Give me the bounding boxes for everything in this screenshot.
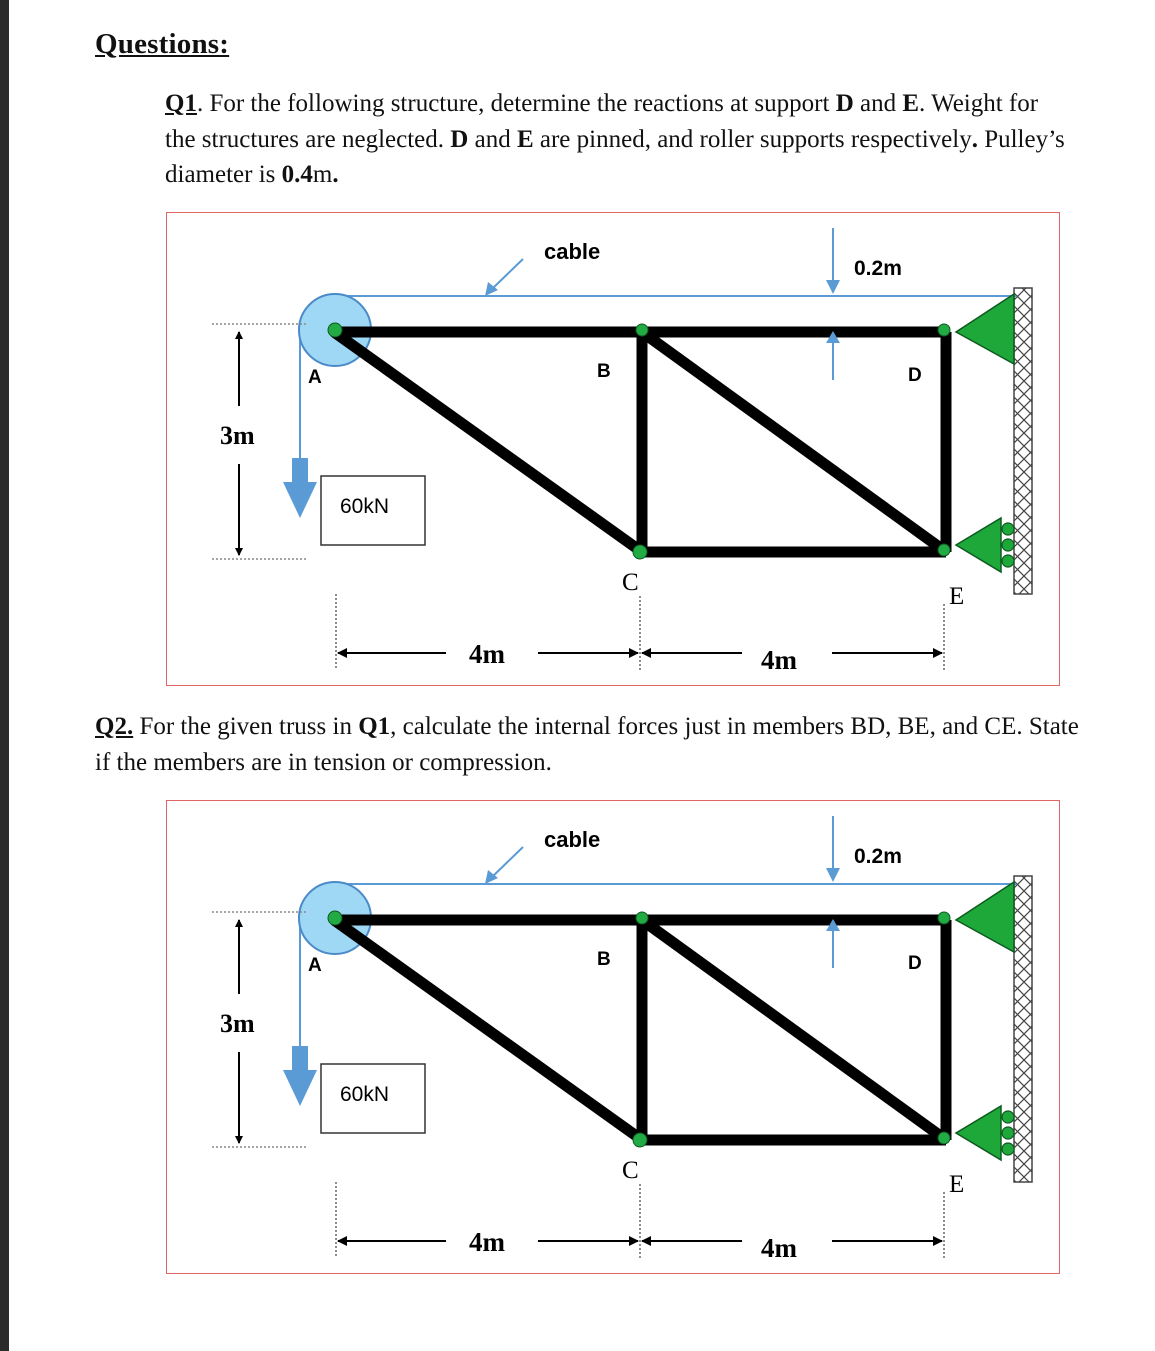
span2-label: 4m: [761, 645, 797, 675]
cable-label: cable: [544, 827, 601, 852]
cable-label: cable: [544, 239, 601, 264]
node-a-label: A: [308, 955, 322, 976]
question-1-label: Q1: [165, 90, 197, 117]
joint-d: [938, 912, 950, 924]
left-edge-bar: [0, 0, 9, 1351]
load-arrow-shaft: [292, 1046, 308, 1072]
q1-text-2: and: [853, 90, 903, 117]
truss-figure-q1: [166, 212, 1060, 691]
height-label: 3m: [220, 421, 255, 450]
q2-bold-1: Q1: [358, 713, 391, 740]
roller-wheel-1: [1002, 523, 1014, 535]
roller-wheel-3: [1002, 555, 1014, 567]
question-2-label: Q2.: [95, 713, 134, 740]
q2-text-2: , calculate the internal forces just in members BD, BE, and CE. State if the members are in tension or compression.: [95, 713, 1079, 776]
node-a-label: A: [308, 367, 322, 388]
q1-text-6: Pulley’s diameter is: [165, 125, 1065, 188]
pulley-gap-label: 0.2m: [854, 845, 902, 868]
truss-diagram: [166, 800, 1060, 1274]
node-c-label: C: [622, 569, 639, 596]
node-d-label: D: [908, 953, 922, 974]
span1-label: 4m: [469, 639, 505, 669]
joint-c: [633, 1133, 647, 1147]
roller-wheel-2: [1002, 1127, 1014, 1139]
q1-text-5: are pinned, and roller supports respectively: [533, 125, 972, 153]
node-b-label: B: [597, 949, 611, 970]
truss-diagram: [166, 212, 1060, 686]
q1-bold-2: E: [902, 90, 920, 117]
node-d-label: D: [908, 365, 922, 386]
q1-bold-7: .: [332, 161, 339, 188]
node-e-label: E: [949, 583, 965, 610]
fixed-wall: [1014, 876, 1032, 1182]
joint-a: [328, 323, 342, 337]
load-arrow-shaft: [292, 458, 308, 484]
span1-label: 4m: [469, 1227, 505, 1257]
node-e-label: E: [949, 1171, 965, 1198]
load-label: 60kN: [340, 495, 390, 518]
joint-b: [636, 912, 648, 924]
q1-text-3: . Weight for the structures are neglected.: [165, 90, 1039, 153]
q2-text-1: For the given truss in: [133, 713, 359, 740]
q1-bold-4: E: [516, 125, 534, 153]
load-label: 60kN: [340, 1083, 390, 1106]
node-b-label: B: [597, 361, 611, 382]
node-c-label: C: [622, 1157, 639, 1184]
q1-bold-1: D: [835, 90, 854, 117]
fixed-wall: [1014, 288, 1032, 594]
question-1-text: [165, 86, 1065, 193]
joint-a: [328, 911, 342, 925]
roller-wheel-2: [1002, 539, 1014, 551]
roller-wheel-1: [1002, 1111, 1014, 1123]
q1-text-7: m: [312, 161, 333, 188]
q1-bold-5: .: [971, 125, 978, 153]
pulley-gap-label: 0.2m: [854, 257, 902, 280]
roller-wheel-3: [1002, 1143, 1014, 1155]
height-label: 3m: [220, 1009, 255, 1038]
span2-label: 4m: [761, 1233, 797, 1263]
joint-e: [938, 544, 950, 556]
truss-figure-q2: [166, 800, 1060, 1279]
question-2-text: [95, 709, 1095, 780]
joint-d: [938, 324, 950, 336]
joint-c: [633, 545, 647, 559]
q1-text-1: . For the following structure, determine the reactions at support: [196, 90, 836, 117]
q1-bold-3: D: [450, 125, 469, 153]
joint-e: [938, 1132, 950, 1144]
q1-bold-6: 0.4: [281, 161, 313, 188]
joint-b: [636, 324, 648, 336]
q1-text-4: and: [468, 125, 517, 153]
page-title: Questions:: [95, 28, 230, 60]
